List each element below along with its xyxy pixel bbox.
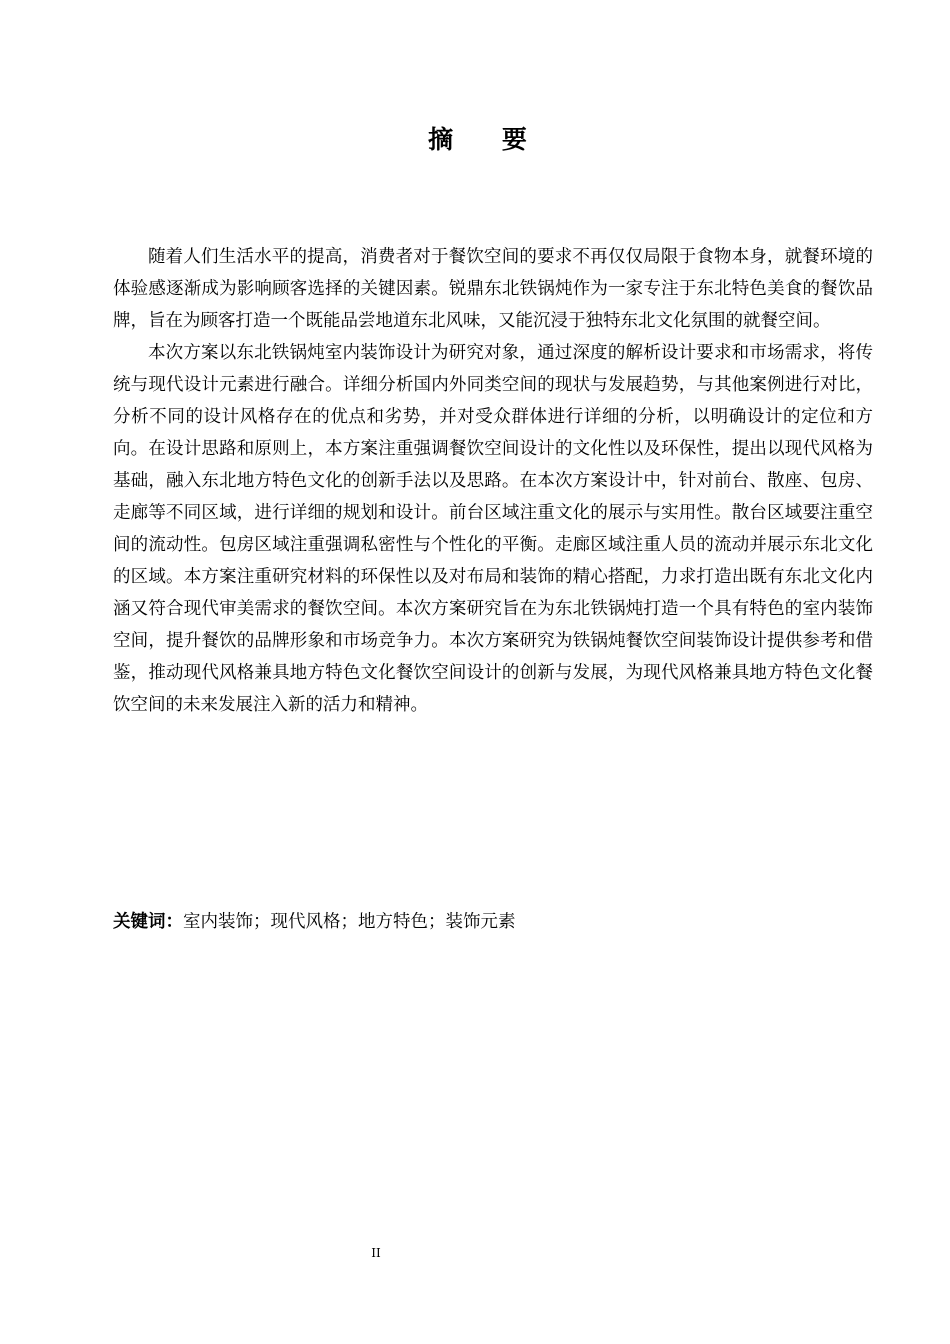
abstract-paragraph-2: 本次方案以东北铁锅炖室内装饰设计为研究对象，通过深度的解析设计要求和市场需求，将传统与现代设计元素进行融合。详细分析国内外同类空间的现状与发展趋势，与其他案例进行对比，分析不同的设计风格存在的优点和劣势，并对受众群体进行详细的分析，以明确设计的定位和方向。在设计思路和原则上，本方案注重强调餐饮空间设计的文化性以及环保性，提出以现代风格为基础，融入东北地方特色文化的创新手法以及思路。在本次方案设计中，针对前台、散座、包房、走廊等不同区域，进行详细的规划和设计。前台区域注重文化的展示与实用性。散台区域要注重空间的流动性。包房区域注重强调私密性与个性化的平衡。走廊区域注重人员的流动并展示东北文化的区域。本方案注重研究材料的环保性以及对布局和装饰的精心搭配，力求打造出既有东北文化内涵又符合现代审美需求的餐饮空间。本次方案研究旨在为东北铁锅炖打造一个具有特色的室内装饰空间，提升餐饮的品牌形象和市场竞争力。本次方案研究为铁锅炖餐饮空间装饰设计提供参考和借鉴，推动现代风格兼具地方特色文化餐饮空间设计的创新与发展，为现代风格兼具地方特色文化餐饮空间的未来发展注入新的活力和精神。 [113, 343, 873, 715]
abstract-paragraph-1: 随着人们生活水平的提高，消费者对于餐饮空间的要求不再仅仅局限于食物本身，就餐环境的体验感逐渐成为影响顾客选择的关键因素。锐鼎东北铁锅炖作为一家专注于东北特色美食的餐饮品牌，旨在为顾客打造一个既能品尝地道东北风味，又能沉浸于独特东北文化氛围的就餐空间。 [113, 247, 873, 331]
page-number: II [371, 1246, 381, 1260]
abstract-title: 摘 要 [428, 125, 547, 154]
keywords-label: 关键词： [113, 912, 183, 932]
keywords-line [113, 906, 873, 938]
keywords-value: 室内装饰；现代风格；地方特色；装饰元素 [183, 912, 516, 932]
abstract-body [113, 241, 873, 721]
